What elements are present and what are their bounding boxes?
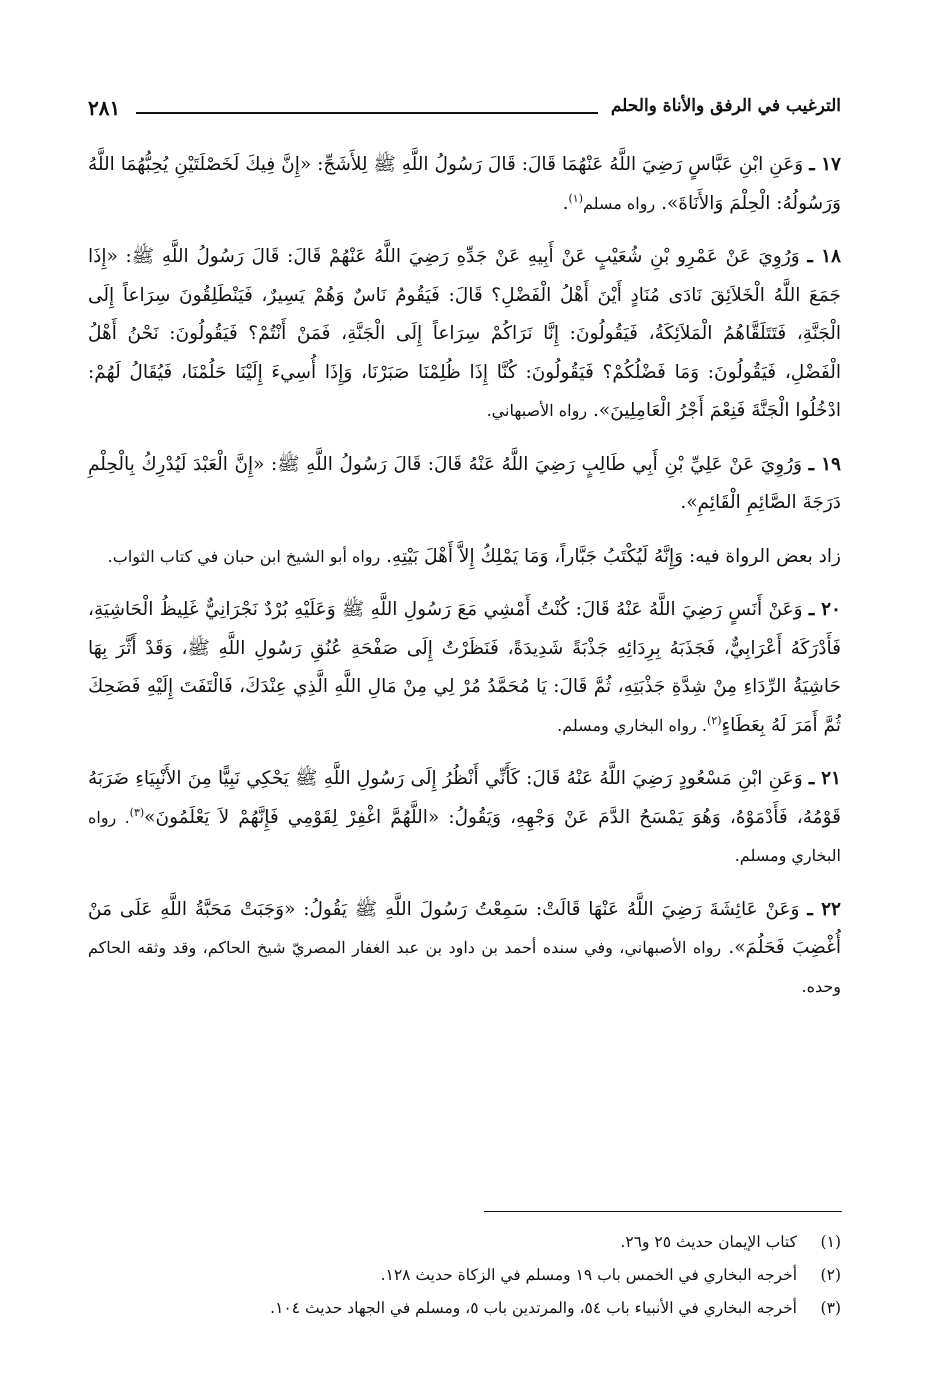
hadith-text: وَعَنِ ابْنِ عَبَّاسٍ رَضِيَ اللَّهُ عَنْهُمَا قَالَ: قَالَ رَسُولُ اللَّهِ ﷺ لِلأَشَجِّ: «إِنَّ فِيكَ لَخَصْلَتَيْنِ يُحِبُّهُمَا اللَّهُ وَرَسُولُهُ: الْحِلْمَ وَالأَنَاةَ». (88, 154, 841, 214)
running-header (88, 96, 841, 124)
footnote-2 (88, 1259, 841, 1292)
footnote-3 (88, 1292, 841, 1325)
hadith-19 (88, 446, 841, 523)
footnote-ref: (١) (568, 191, 584, 205)
hadith-20 (88, 591, 841, 745)
footnote-label: (٣) (820, 1299, 841, 1317)
footnote-separator (484, 1211, 842, 1212)
footnote-text: أخرجه البخاري في الخمس باب ١٩ ومسلم في الزكاة حديث ١٢٨. (380, 1266, 797, 1284)
hadith-22 (88, 891, 841, 1007)
hadith-text: وَعَنْ عَائِشَةَ رَضِيَ اللَّهُ عَنْهَا قَالَتْ: سَمِعْتُ رَسُولَ اللَّهِ ﷺ يَقُولُ: «وَجَبَتْ مَحَبَّةُ اللَّهِ عَلَى مَنْ أُغْضِبَ فَحَلُمَ». (88, 898, 842, 958)
header-rule (136, 112, 598, 114)
hadith-number: ١٨ ـ (807, 246, 841, 267)
hadith-number: ١٧ ـ (809, 154, 841, 175)
hadith-number: ٢٠ ـ (808, 599, 841, 620)
footnote-ref: (٢) (706, 713, 722, 727)
footnote-label: (٢) (820, 1266, 841, 1284)
hadith-source: رواه أبو الشيخ ابن حبان في كتاب الثواب. (107, 546, 381, 566)
hadith-number: ٢١ ـ (808, 768, 841, 789)
footnote-ref: (٣) (129, 805, 145, 819)
hadith-number: ١٩ ـ (808, 453, 841, 475)
hadith-source: . رواه البخاري ومسلم. (557, 715, 707, 735)
footnote-text: كتاب الإيمان حديث ٢٥ و٢٦. (620, 1233, 797, 1251)
hadith-source: رواه الأصبهاني، وفي سنده أحمد بن داود بن عبد الغفار المصريّ شيخ الحاكم، وقد وثقه الحاكم وحده. (88, 938, 841, 996)
hadith-text: وَعَنْ أَنَسٍ رَضِيَ اللَّهُ عَنْهُ قَالَ: كُنْتُ أَمْشِي مَعَ رَسُولِ اللَّهِ ﷺ وَعَلَيْهِ بُرْدٌ نَجْرَانِيٌّ غَلِيظُ الْحَاشِيَةِ، فَأَدْرَكَهُ أَعْرَابِيٌّ، فَجَذَبَهُ بِرِدَائِهِ جَذْبَةً شَدِيدَةً، فَنَظَرْتُ إِلَى صَفْحَةِ عُنُقِ رَسُولِ اللَّهِ ﷺ، وَقَدْ أَثَّرَ بِهَا حَاشِيَةُ الرِّدَاءِ مِنْ شِدَّةِ جَذْبَتِهِ، ثُمَّ قَالَ: يَا مُحَمَّدُ مُرْ لِي مِنْ مَالِ اللَّهِ الَّذِي عِنْدَكَ، فَالْتَفَتَ إِلَيْهِ فَضَحِكَ ثُمَّ أَمَرَ لَهُ بِعَطَاءٍ (88, 599, 841, 736)
hadith-text: وَعَنِ ابْنِ مَسْعُودٍ رَضِيَ اللَّهُ عَنْهُ قَالَ: كَأَنِّي أَنْظُرُ إِلَى رَسُولِ اللَّهِ ﷺ يَحْكِي نَبِيًّا مِنَ الأَنْبِيَاءِ ضَرَبَهُ قَوْمُهُ، فَأَدْمَوْهُ، وَهُوَ يَمْسَحُ الدَّمَ عَنْ وَجْهِهِ، وَيَقُولُ: «اللَّهُمَّ اغْفِرْ لِقَوْمِي فَإِنَّهُمْ لاَ يَعْلَمُونَ» (88, 768, 841, 828)
footnote-1 (88, 1226, 841, 1259)
hadith-source: رواه الأصبهاني. (486, 401, 588, 420)
hadith-19-addition (88, 538, 841, 577)
hadith-source: رواه مسلم (583, 193, 656, 213)
page-body (88, 146, 841, 1021)
hadith-number: ٢٢ ـ (807, 898, 841, 920)
page-number: ٢٨١ (88, 96, 121, 120)
hadith-text: وَرُوِيَ عَنْ عَلِيِّ بْنِ أَبِي طَالِبٍ رَضِيَ اللَّهُ عَنْهُ قَالَ: قَالَ رَسُولُ اللَّهِ ﷺ: «إِنَّ الْعَبْدَ لَيُدْرِكُ بِالْحِلْمِ دَرَجَةَ الصَّائِمِ الْقَائِمِ». (88, 453, 841, 513)
addition-text: زاد بعض الرواة فيه: وَإِنَّهُ لَيُكْتَبُ جَبَّاراً، وَمَا يَمْلِكُ إِلاَّ أَهْلَ بَيْتِهِ. (386, 545, 841, 567)
hadith-21 (88, 760, 841, 876)
chapter-title: الترغيب في الرفق والأناة والحلم (610, 96, 841, 116)
footnote-label: (١) (820, 1233, 841, 1251)
hadith-17: ١٧ ـ وَعَنِ ابْنِ عَبَّاسٍ رَضِيَ اللَّهُ عَنْهُمَا قَالَ: قَالَ رَسُولُ اللَّهِ ﷺ لِلأَشَجِّ: «إِنَّ فِيكَ لَخَصْلَتَيْنِ يُحِبُّهُمَا اللَّهُ وَرَسُولُهُ: الْحِلْمَ وَالأَنَاةَ». رواه مسلم$^{(١)}$. (88, 154, 841, 214)
hadith-text: وَرُوِيَ عَنْ عَمْرِو بْنِ شُعَيْبٍ عَنْ أَبِيهِ عَنْ جَدِّهِ رَضِيَ اللَّهُ عَنْهُمْ قَالَ: قَالَ رَسُولُ اللَّهِ ﷺ: «إِذَا جَمَعَ اللَّهُ الْخَلاَئِقَ نَادَى مُنَادٍ أَيْنَ أَهْلُ الْفَضْلِ؟ قَالَ: فَيَقُومُ نَاسٌ وَهُمْ يَسِيرٌ، فَيَنْطَلِقُونَ سِرَاعاً إِلَى الْجَنَّةِ، فَتَتَلَقَّاهُمُ الْمَلاَئِكَةُ، فَيَقُولُونَ: إِنَّا نَرَاكُمْ سِرَاعاً إِلَى الْجَنَّةِ، فَمَنْ أَنْتُمْ؟ فَيَقُولُونَ: نَحْنُ أَهْلُ الْفَضْلِ، فَيَقُولُونَ: وَمَا فَضْلُكُمْ؟ فَيَقُولُونَ: كُنَّا إِذَا ظُلِمْنَا صَبَرْنَا، وَإِذَا أُسِيءَ إِلَيْنَا حَلُمْنَا، فَيُقَالُ لَهُمْ: ادْخُلُوا الْجَنَّةَ فَنِعْمَ أَجْرُ الْعَامِلِينَ». (88, 246, 841, 421)
hadith-18 (88, 238, 841, 431)
footnotes (88, 1226, 841, 1325)
footnote-text: أخرجه البخاري في الأنبياء باب ٥٤، والمرتدين باب ٥، ومسلم في الجهاد حديث ١٠٤. (270, 1299, 797, 1317)
hadith-source: . رواه البخاري ومسلم. (88, 807, 841, 865)
